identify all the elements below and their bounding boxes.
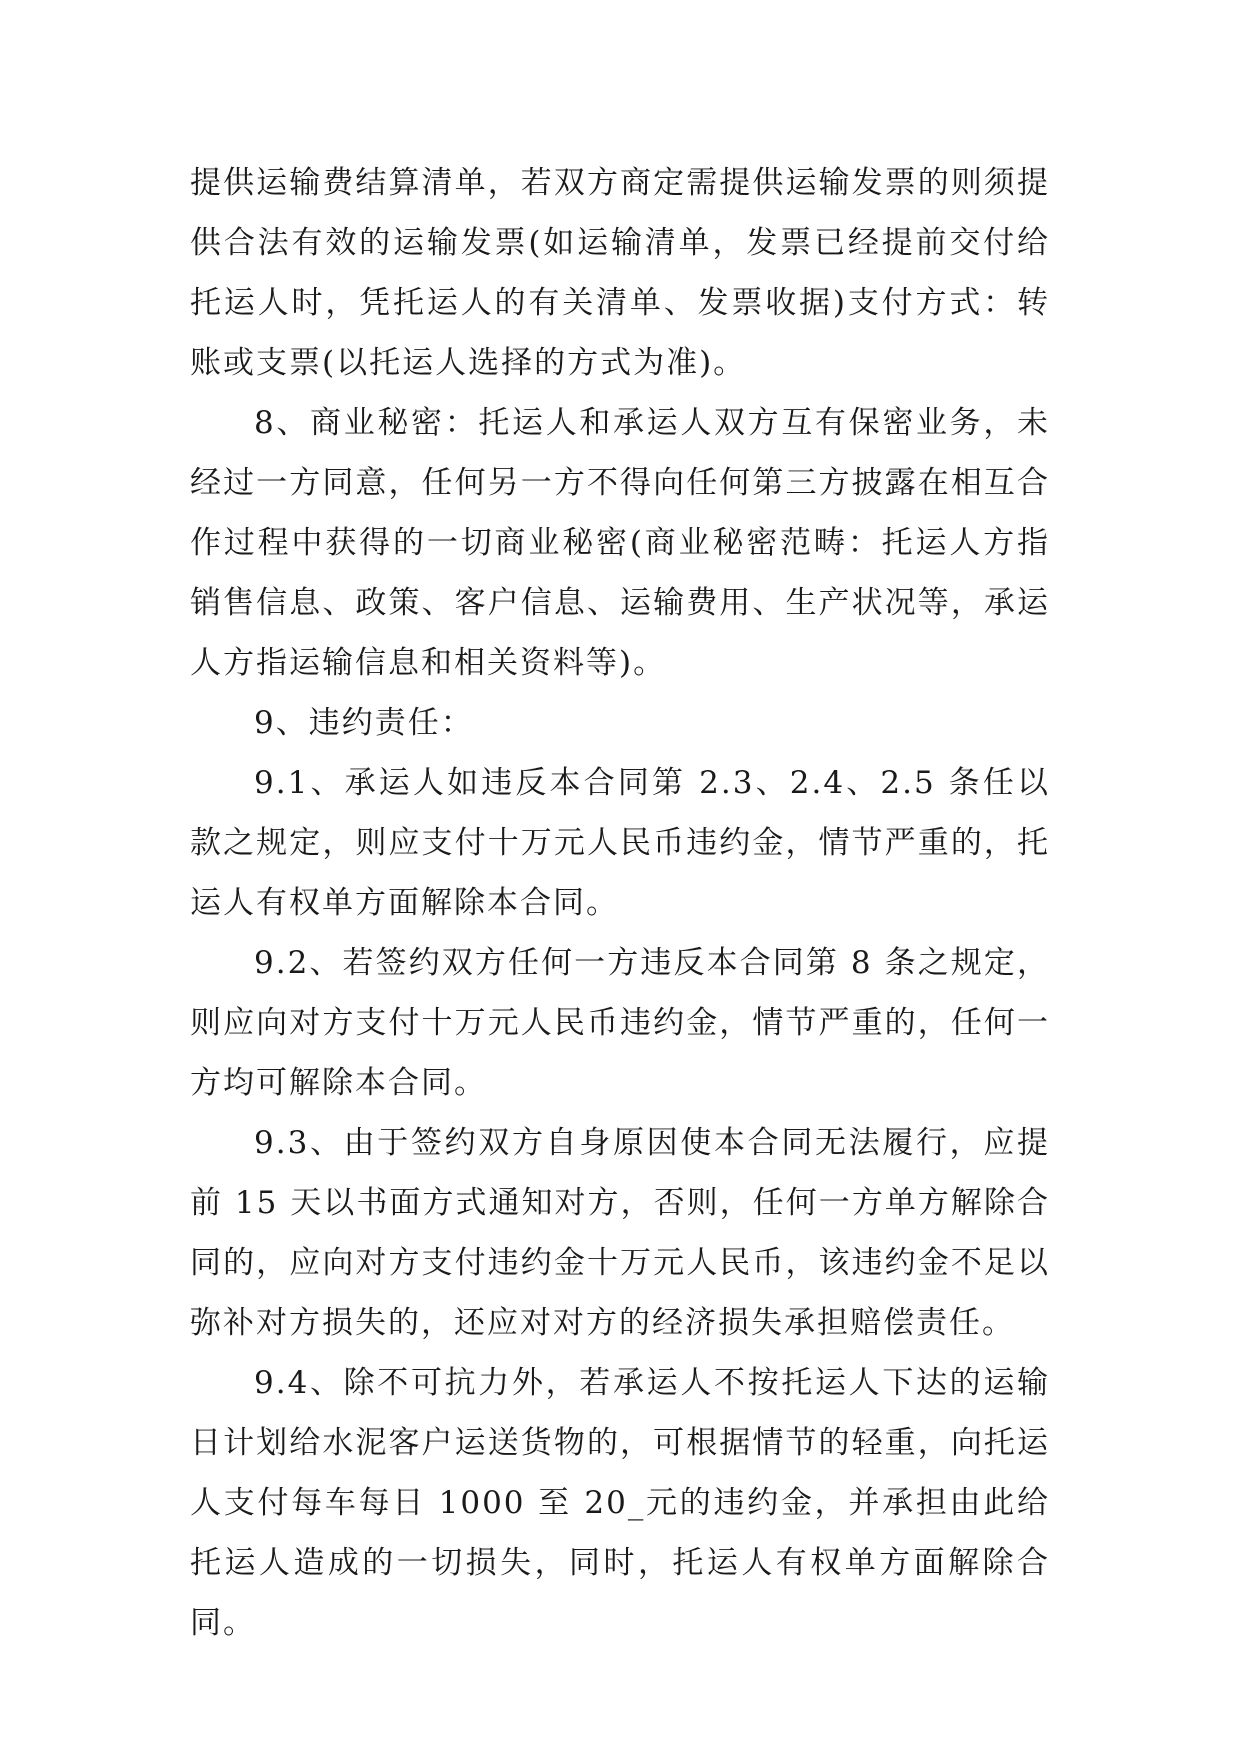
contract-text-body (190, 153, 1050, 1653)
paragraph-clause-8-trade-secrets: 8、商业秘密：托运人和承运人双方互有保密业务，未经过一方同意，任何另一方不得向任何第三方披露在相互合作过程中获得的一切商业秘密(商业秘密范畴：托运人方指销售信息、政策、客户信息、运输费用、生产状况等，承运人方指运输信息和相关资料等)。 (190, 405, 1050, 681)
paragraph-payment-continued: 提供运输费结算清单，若双方商定需提供运输发票的则须提供合法有效的运输发票(如运输清单，发票已经提前交付给托运人时，凭托运人的有关清单、发票收据)支付方式：转账或支票(以托运人选择的方式为准)。 (190, 165, 1050, 381)
paragraph-clause-9-heading: 9、违约责任： (254, 705, 474, 741)
paragraph-clause-9-3: 9.3、由于签约双方自身原因使本合同无法履行，应提前 15 天以书面方式通知对方，否则，任何一方单方解除合同的，应向对方支付违约金十万元人民币，该违约金不足以弥补对方损失的，还应对对方的经济损失承担赔偿责任。 (190, 1125, 1050, 1341)
paragraph-clause-9-1: 9.1、承运人如违反本合同第 2.3、2.4、2.5 条任以款之规定，则应支付十万元人民币违约金，情节严重的，托运人有权单方面解除本合同。 (190, 765, 1050, 921)
paragraph-clause-9-4: 9.4、除不可抗力外，若承运人不按托运人下达的运输日计划给水泥客户运送货物的，可根据情节的轻重，向托运人支付每车每日 1000 至 20_元的违约金，并承担由此给托运人造成的一切损失，同时，托运人有权单方面解除合同。 (190, 1365, 1050, 1641)
paragraph-clause-9-2: 9.2、若签约双方任何一方违反本合同第 8 条之规定，则应向对方支付十万元人民币违约金，情节严重的，任何一方均可解除本合同。 (190, 945, 1050, 1101)
